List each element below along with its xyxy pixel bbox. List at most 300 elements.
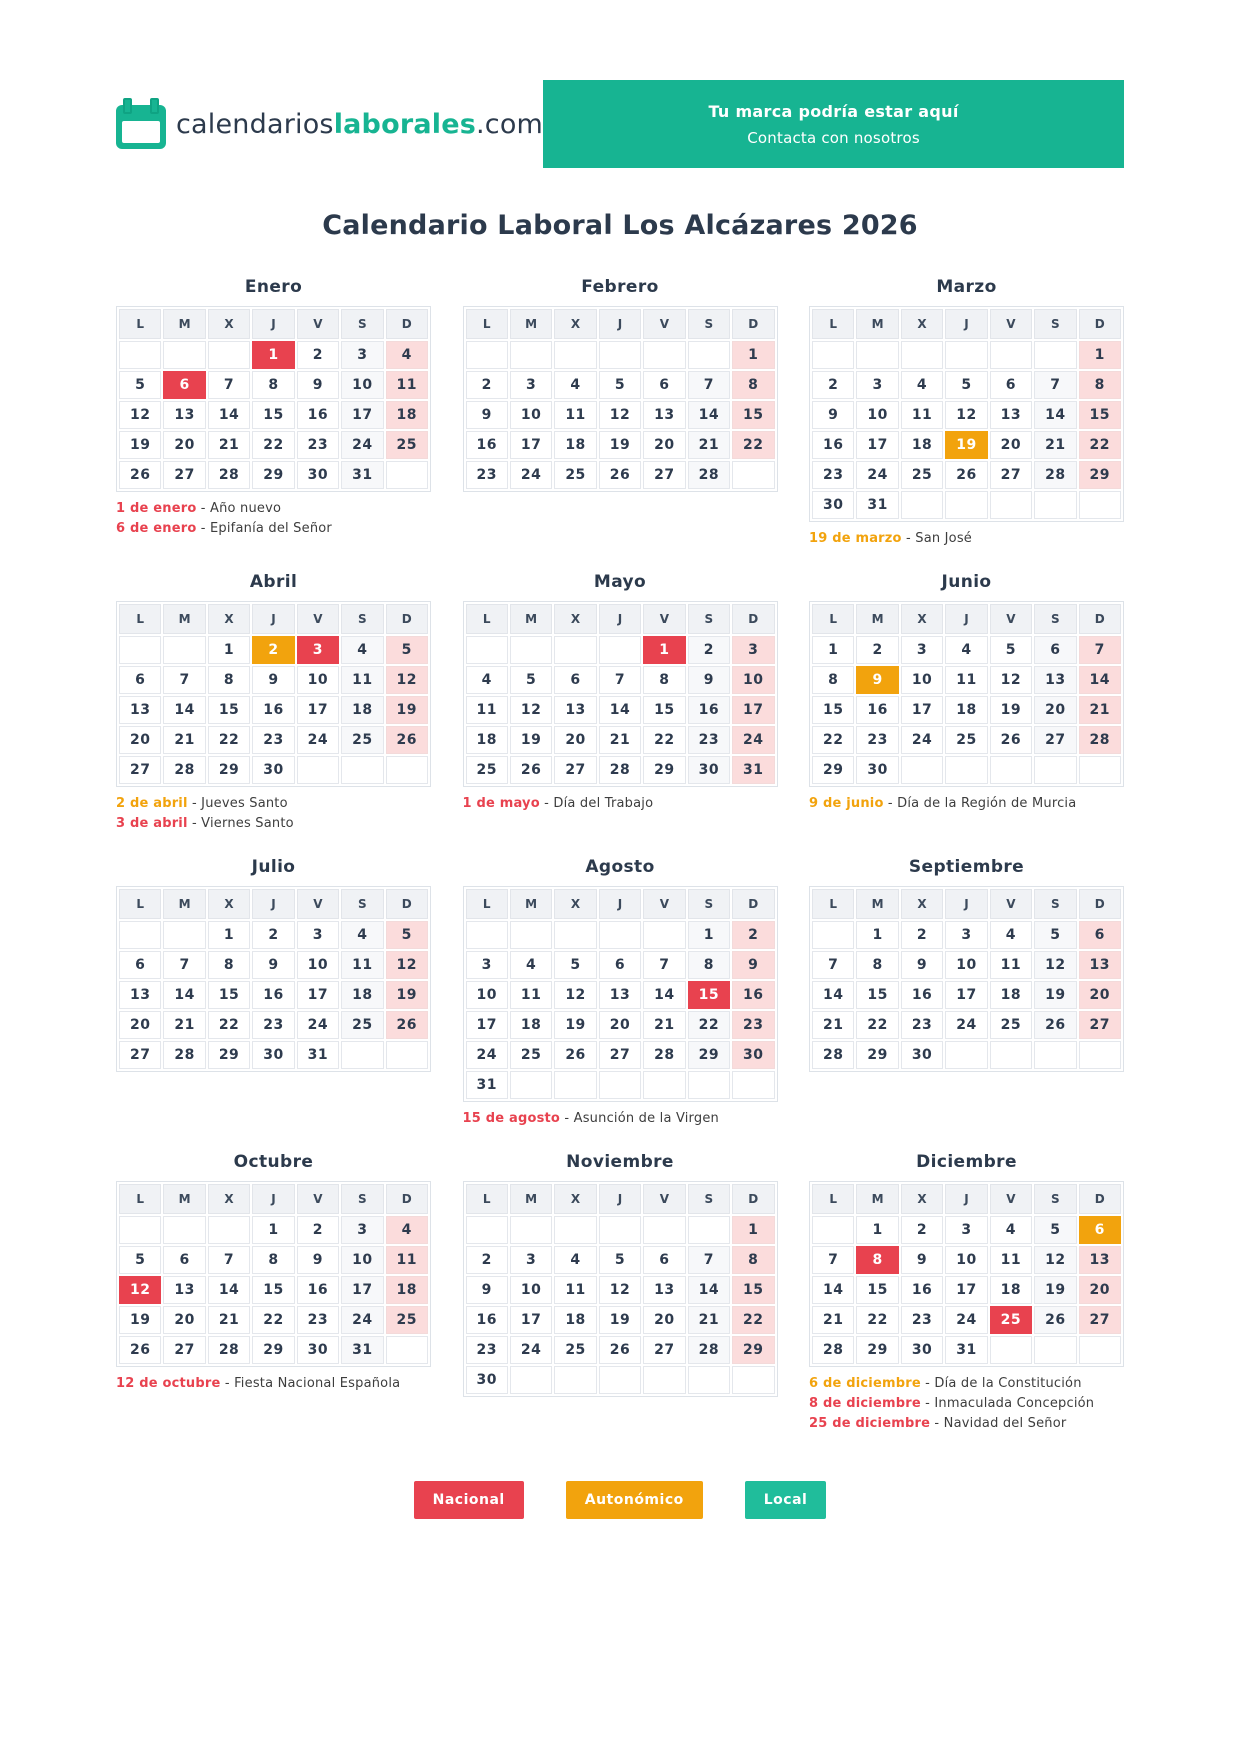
day-cell: 19 — [119, 431, 161, 459]
day-cell: 8 — [856, 951, 898, 979]
month-title-julio: Julio — [251, 857, 296, 877]
empty-cell — [554, 1071, 596, 1099]
day-cell: 8 — [208, 666, 250, 694]
day-cell: 15 — [208, 981, 250, 1009]
month-mayo — [463, 572, 778, 811]
weekday-header: S — [1034, 889, 1076, 919]
day-cell: 16 — [732, 981, 774, 1009]
day-cell: 24 — [297, 1011, 339, 1039]
weekday-header: X — [208, 1184, 250, 1214]
day-cell: 13 — [643, 401, 685, 429]
day-cell: 6 — [163, 1246, 205, 1274]
calendar-week-row — [466, 921, 775, 949]
weekday-header: V — [990, 1184, 1032, 1214]
day-cell: 20 — [1079, 981, 1121, 1009]
holiday-cell: 3 — [297, 636, 339, 664]
day-cell: 14 — [688, 401, 730, 429]
weekday-header: J — [945, 889, 987, 919]
day-cell: 27 — [1079, 1306, 1121, 1334]
empty-cell — [119, 1216, 161, 1244]
day-cell: 23 — [252, 726, 294, 754]
weekday-header: M — [163, 309, 205, 339]
day-cell: 19 — [599, 431, 641, 459]
empty-cell — [945, 756, 987, 784]
day-cell: 17 — [732, 696, 774, 724]
weekday-header: J — [599, 309, 641, 339]
calendar-week-row — [466, 1071, 775, 1099]
day-cell: 19 — [510, 726, 552, 754]
empty-cell — [119, 636, 161, 664]
day-cell: 23 — [812, 461, 854, 489]
holiday-note-text: - Viernes Santo — [187, 816, 294, 831]
day-cell: 18 — [945, 696, 987, 724]
calendar-week-row — [119, 1276, 428, 1304]
day-cell: 17 — [901, 696, 943, 724]
day-cell: 20 — [163, 431, 205, 459]
day-cell: 4 — [554, 1246, 596, 1274]
day-cell: 24 — [945, 1306, 987, 1334]
day-cell: 2 — [901, 1216, 943, 1244]
day-cell: 18 — [554, 431, 596, 459]
holiday-note-date: 6 de diciembre — [809, 1376, 921, 1391]
day-cell: 26 — [119, 1336, 161, 1364]
day-cell: 16 — [901, 1276, 943, 1304]
day-cell: 30 — [252, 1041, 294, 1069]
month-febrero — [463, 277, 778, 492]
day-cell: 17 — [510, 1306, 552, 1334]
day-cell: 14 — [163, 981, 205, 1009]
day-cell: 9 — [297, 1246, 339, 1274]
calendar-week-row — [812, 636, 1121, 664]
day-cell: 26 — [386, 1011, 428, 1039]
calendar-week-row — [812, 921, 1121, 949]
day-cell: 30 — [252, 756, 294, 784]
day-cell: 12 — [599, 1276, 641, 1304]
day-cell: 26 — [945, 461, 987, 489]
holiday-cell: 1 — [252, 341, 294, 369]
calendar-week-row — [119, 1216, 428, 1244]
day-cell: 19 — [119, 1306, 161, 1334]
empty-cell — [554, 636, 596, 664]
holiday-cell: 12 — [119, 1276, 161, 1304]
day-cell: 3 — [510, 371, 552, 399]
weekday-header: M — [163, 1184, 205, 1214]
day-cell: 12 — [386, 666, 428, 694]
day-cell: 23 — [856, 726, 898, 754]
day-cell: 14 — [1034, 401, 1076, 429]
day-cell: 16 — [297, 1276, 339, 1304]
day-cell: 11 — [901, 401, 943, 429]
calendar-week-row — [119, 1041, 428, 1069]
holiday-note-date: 6 de enero — [116, 521, 197, 536]
calendar-week-row — [119, 951, 428, 979]
day-cell: 6 — [1079, 921, 1121, 949]
holiday-notes-enero — [116, 501, 431, 536]
day-cell: 8 — [208, 951, 250, 979]
day-cell: 29 — [856, 1041, 898, 1069]
day-cell: 28 — [208, 1336, 250, 1364]
day-cell: 8 — [732, 1246, 774, 1274]
weekday-header: S — [1034, 309, 1076, 339]
weekday-header: X — [901, 309, 943, 339]
calendar-week-row — [119, 636, 428, 664]
weekday-header: M — [163, 889, 205, 919]
day-cell: 26 — [1034, 1306, 1076, 1334]
day-cell: 18 — [386, 1276, 428, 1304]
calendar-week-row — [466, 1306, 775, 1334]
weekday-header: S — [1034, 1184, 1076, 1214]
day-cell: 2 — [297, 341, 339, 369]
day-cell: 22 — [252, 1306, 294, 1334]
day-cell: 17 — [945, 1276, 987, 1304]
calendar-logo-icon — [116, 105, 166, 149]
calendar-week-row — [466, 1246, 775, 1274]
empty-cell — [208, 1216, 250, 1244]
day-cell: 14 — [812, 1276, 854, 1304]
empty-cell — [688, 341, 730, 369]
calendar-table-marzo — [809, 306, 1124, 522]
day-cell: 6 — [990, 371, 1032, 399]
day-cell: 2 — [901, 921, 943, 949]
day-cell: 7 — [208, 371, 250, 399]
day-cell: 23 — [732, 1011, 774, 1039]
day-cell: 24 — [856, 461, 898, 489]
day-cell: 24 — [341, 431, 383, 459]
holiday-note — [116, 816, 431, 831]
day-cell: 19 — [990, 696, 1032, 724]
holiday-cell: 2 — [252, 636, 294, 664]
weekday-header: M — [856, 604, 898, 634]
holiday-notes-mayo — [463, 796, 778, 811]
day-cell: 2 — [252, 921, 294, 949]
holiday-note-text: - Día de la Región de Murcia — [883, 796, 1077, 811]
weekday-header: S — [688, 309, 730, 339]
day-cell: 16 — [252, 981, 294, 1009]
day-cell: 28 — [688, 461, 730, 489]
day-cell: 19 — [1034, 1276, 1076, 1304]
weekday-header: J — [599, 604, 641, 634]
day-cell: 28 — [643, 1041, 685, 1069]
day-cell: 29 — [252, 1336, 294, 1364]
day-cell: 14 — [812, 981, 854, 1009]
day-cell: 12 — [599, 401, 641, 429]
weekday-header: D — [1079, 309, 1121, 339]
weekday-header: V — [643, 309, 685, 339]
day-cell: 7 — [599, 666, 641, 694]
calendar-table-abril — [116, 601, 431, 787]
day-cell: 23 — [252, 1011, 294, 1039]
day-cell: 18 — [341, 696, 383, 724]
day-cell: 17 — [856, 431, 898, 459]
calendar-week-row — [119, 341, 428, 369]
holiday-cell: 15 — [688, 981, 730, 1009]
day-cell: 27 — [119, 1041, 161, 1069]
calendar-week-row — [119, 1336, 428, 1364]
day-cell: 20 — [119, 726, 161, 754]
day-cell: 7 — [812, 951, 854, 979]
holiday-note-date: 1 de mayo — [462, 796, 540, 811]
day-cell: 9 — [901, 1246, 943, 1274]
day-cell: 23 — [297, 431, 339, 459]
day-cell: 5 — [599, 371, 641, 399]
empty-cell — [599, 636, 641, 664]
ad-banner-contact-link[interactable]: Contacta con nosotros — [747, 128, 920, 147]
day-cell: 11 — [341, 666, 383, 694]
calendar-week-row — [119, 696, 428, 724]
day-cell: 22 — [1079, 431, 1121, 459]
day-cell: 20 — [163, 1306, 205, 1334]
weekday-header: D — [1079, 604, 1121, 634]
day-cell: 23 — [901, 1011, 943, 1039]
day-cell: 4 — [386, 341, 428, 369]
day-cell: 4 — [341, 921, 383, 949]
month-title-septiembre: Septiembre — [908, 857, 1025, 877]
day-cell: 16 — [252, 696, 294, 724]
legend-button-local[interactable]: Local — [745, 1481, 827, 1519]
day-cell: 13 — [554, 696, 596, 724]
day-cell: 1 — [732, 1216, 774, 1244]
day-cell: 22 — [732, 1306, 774, 1334]
day-cell: 20 — [643, 431, 685, 459]
weekday-header: L — [119, 889, 161, 919]
day-cell: 11 — [386, 371, 428, 399]
empty-cell — [163, 1216, 205, 1244]
empty-cell — [386, 756, 428, 784]
empty-cell — [510, 1071, 552, 1099]
ad-banner-headline: Tu marca podría estar aquí — [708, 101, 959, 121]
weekday-header: X — [208, 889, 250, 919]
weekday-header: S — [1034, 604, 1076, 634]
calendar-week-row — [119, 921, 428, 949]
month-title-junio: Junio — [941, 572, 992, 592]
day-cell: 23 — [466, 1336, 508, 1364]
day-cell: 4 — [554, 371, 596, 399]
day-cell: 24 — [901, 726, 943, 754]
day-cell: 28 — [163, 756, 205, 784]
day-cell: 4 — [466, 666, 508, 694]
day-cell: 25 — [945, 726, 987, 754]
empty-cell — [466, 1216, 508, 1244]
day-cell: 15 — [208, 696, 250, 724]
day-cell: 27 — [163, 1336, 205, 1364]
holiday-note — [809, 796, 1124, 811]
day-cell: 12 — [1034, 951, 1076, 979]
weekday-header: V — [297, 1184, 339, 1214]
empty-cell — [1079, 1336, 1121, 1364]
day-cell: 16 — [812, 431, 854, 459]
weekday-header: L — [812, 1184, 854, 1214]
day-cell: 9 — [688, 666, 730, 694]
day-cell: 31 — [341, 1336, 383, 1364]
day-cell: 9 — [812, 401, 854, 429]
day-cell: 28 — [812, 1041, 854, 1069]
holiday-note-text: - Día del Trabajo — [539, 796, 654, 811]
day-cell: 28 — [208, 461, 250, 489]
day-cell: 21 — [812, 1306, 854, 1334]
empty-cell — [688, 1216, 730, 1244]
day-cell: 26 — [599, 461, 641, 489]
day-cell: 12 — [119, 401, 161, 429]
calendar-week-row — [812, 1246, 1121, 1274]
holiday-note — [116, 796, 431, 811]
calendar-week-row — [466, 756, 775, 784]
day-cell: 30 — [688, 756, 730, 784]
day-cell: 30 — [901, 1041, 943, 1069]
ad-banner[interactable] — [543, 80, 1124, 168]
empty-cell — [643, 921, 685, 949]
weekday-header: X — [554, 1184, 596, 1214]
calendar-week-row — [812, 951, 1121, 979]
day-cell: 30 — [812, 491, 854, 519]
weekday-header: J — [945, 1184, 987, 1214]
day-cell: 22 — [812, 726, 854, 754]
weekday-header: J — [252, 1184, 294, 1214]
legend-button-autonomic[interactable]: Autonómico — [566, 1481, 703, 1519]
day-cell: 3 — [297, 921, 339, 949]
holiday-note — [809, 1416, 1124, 1431]
weekday-header: X — [554, 889, 596, 919]
day-cell: 27 — [163, 461, 205, 489]
day-cell: 9 — [297, 371, 339, 399]
day-cell: 2 — [466, 1246, 508, 1274]
calendar-table-diciembre — [809, 1181, 1124, 1367]
weekday-header: V — [643, 889, 685, 919]
empty-cell — [208, 341, 250, 369]
day-cell: 6 — [119, 951, 161, 979]
empty-cell — [1034, 491, 1076, 519]
weekday-header: D — [732, 604, 774, 634]
day-cell: 25 — [554, 1336, 596, 1364]
day-cell: 15 — [1079, 401, 1121, 429]
month-abril — [116, 572, 431, 831]
day-cell: 20 — [1034, 696, 1076, 724]
month-enero — [116, 277, 431, 536]
month-septiembre — [809, 857, 1124, 1072]
day-cell: 25 — [386, 1306, 428, 1334]
day-cell: 14 — [643, 981, 685, 1009]
day-cell: 5 — [510, 666, 552, 694]
weekday-header: D — [732, 889, 774, 919]
day-cell: 27 — [599, 1041, 641, 1069]
day-cell: 21 — [208, 1306, 250, 1334]
empty-cell — [599, 1071, 641, 1099]
month-title-octubre: Octubre — [233, 1152, 314, 1172]
day-cell: 13 — [1079, 1246, 1121, 1274]
calendar-week-row — [466, 401, 775, 429]
weekday-header: D — [1079, 889, 1121, 919]
weekday-header: L — [466, 889, 508, 919]
calendar-week-row — [466, 1336, 775, 1364]
empty-cell — [990, 341, 1032, 369]
day-cell: 30 — [297, 461, 339, 489]
empty-cell — [341, 1041, 383, 1069]
weekday-header: M — [856, 1184, 898, 1214]
day-cell: 13 — [599, 981, 641, 1009]
day-cell: 19 — [386, 981, 428, 1009]
day-cell: 5 — [554, 951, 596, 979]
empty-cell — [945, 491, 987, 519]
day-cell: 21 — [163, 1011, 205, 1039]
day-cell: 2 — [732, 921, 774, 949]
day-cell: 21 — [1034, 431, 1076, 459]
weekday-header: V — [990, 309, 1032, 339]
day-cell: 24 — [341, 1306, 383, 1334]
calendar-week-row — [119, 401, 428, 429]
calendar-week-row — [812, 461, 1121, 489]
day-cell: 19 — [599, 1306, 641, 1334]
calendar-week-row — [119, 756, 428, 784]
day-cell: 14 — [1079, 666, 1121, 694]
day-cell: 2 — [688, 636, 730, 664]
day-cell: 17 — [945, 981, 987, 1009]
legend-button-national[interactable]: Nacional — [414, 1481, 524, 1519]
day-cell: 6 — [643, 1246, 685, 1274]
day-cell: 9 — [901, 951, 943, 979]
day-cell: 5 — [386, 636, 428, 664]
holiday-note-date: 3 de abril — [116, 816, 188, 831]
day-cell: 30 — [732, 1041, 774, 1069]
day-cell: 13 — [119, 981, 161, 1009]
weekday-header: S — [341, 889, 383, 919]
day-cell: 6 — [599, 951, 641, 979]
calendar-week-row — [812, 981, 1121, 1009]
empty-cell — [119, 921, 161, 949]
empty-cell — [732, 1366, 774, 1394]
calendar-week-row — [812, 1216, 1121, 1244]
day-cell: 26 — [554, 1041, 596, 1069]
day-cell: 1 — [208, 636, 250, 664]
day-cell: 8 — [1079, 371, 1121, 399]
weekday-header: V — [990, 889, 1032, 919]
site-logo[interactable] — [116, 99, 543, 149]
day-cell: 28 — [812, 1336, 854, 1364]
holiday-note-text: - Jueves Santo — [187, 796, 288, 811]
weekday-header: S — [341, 309, 383, 339]
day-cell: 5 — [945, 371, 987, 399]
day-cell: 20 — [643, 1306, 685, 1334]
day-cell: 24 — [466, 1041, 508, 1069]
calendar-week-row — [119, 1306, 428, 1334]
empty-cell — [466, 341, 508, 369]
calendar-week-row — [812, 371, 1121, 399]
day-cell: 23 — [688, 726, 730, 754]
day-cell: 3 — [341, 1216, 383, 1244]
day-cell: 3 — [901, 636, 943, 664]
calendar-week-row — [119, 371, 428, 399]
day-cell: 10 — [901, 666, 943, 694]
day-cell: 12 — [554, 981, 596, 1009]
day-cell: 22 — [688, 1011, 730, 1039]
calendar-week-row — [812, 1276, 1121, 1304]
day-cell: 11 — [945, 666, 987, 694]
day-cell: 7 — [208, 1246, 250, 1274]
empty-cell — [1034, 756, 1076, 784]
day-cell: 24 — [510, 461, 552, 489]
calendar-table-octubre — [116, 1181, 431, 1367]
empty-cell — [554, 1366, 596, 1394]
holiday-note-text: - Año nuevo — [196, 501, 282, 516]
day-cell: 5 — [119, 371, 161, 399]
day-cell: 19 — [1034, 981, 1076, 1009]
day-cell: 20 — [554, 726, 596, 754]
day-cell: 26 — [990, 726, 1032, 754]
holiday-note-text: - Fiesta Nacional Española — [220, 1376, 401, 1391]
day-cell: 5 — [386, 921, 428, 949]
empty-cell — [1079, 756, 1121, 784]
day-cell: 8 — [688, 951, 730, 979]
calendar-week-row — [466, 726, 775, 754]
empty-cell — [1079, 1041, 1121, 1069]
